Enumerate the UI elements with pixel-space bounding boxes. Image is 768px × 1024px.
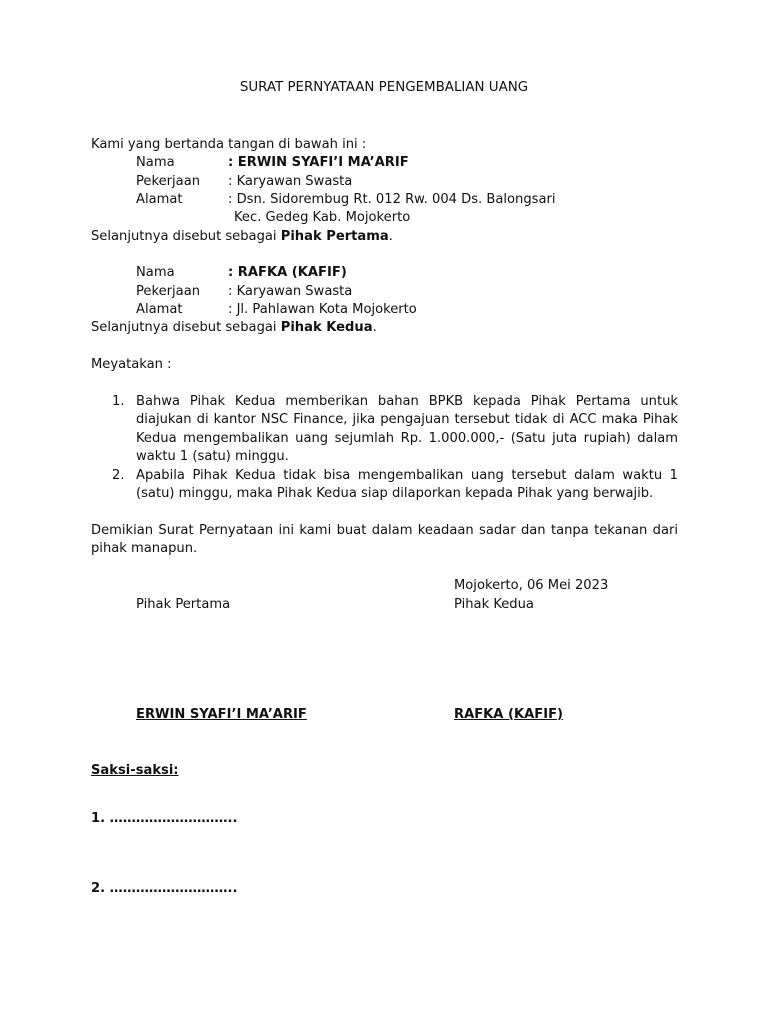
- party2-name-label: Nama: [136, 265, 175, 280]
- party1-job-label: Pekerjaan: [136, 174, 201, 189]
- designation-suffix: .: [388, 229, 393, 244]
- party1-name-value: : ERWIN SYAFI’I MA’ARIF: [228, 155, 409, 170]
- party1-name-label: Nama: [136, 155, 175, 170]
- designation-suffix: .: [372, 320, 377, 335]
- statement-heading: Meyatakan :: [91, 357, 172, 372]
- witness-heading: Saksi-saksi:: [91, 763, 179, 778]
- statement-number: 1.: [112, 394, 125, 409]
- document-title: SURAT PERNYATAAN PENGEMBALIAN UANG: [239, 80, 529, 95]
- closing-paragraph: Demikian Surat Pernyataan ini kami buat dalam keadaan sadar dan tanpa tekanan dari pihak manapun.: [91, 523, 678, 557]
- signature-right-name: RAFKA (KAFIF): [454, 707, 564, 722]
- statement-number: 2.: [112, 468, 125, 483]
- party2-job-value: : Karyawan Swasta: [228, 284, 353, 299]
- party1-address-line1: : Dsn. Sidorembug Rt. 012 Rw. 004 Ds. Balongsari: [228, 192, 556, 207]
- signature-right-role: Pihak Kedua: [454, 597, 534, 612]
- party1-address-line2: Kec. Gedeg Kab. Mojokerto: [234, 210, 411, 225]
- party1-address-label: Alamat: [136, 192, 183, 207]
- designation-name: Pihak Pertama: [280, 229, 389, 244]
- party2-designation: [91, 319, 377, 337]
- signature-left-role: Pihak Pertama: [136, 597, 231, 612]
- statement-text: Apabila Pihak Kedua tidak bisa mengembalikan uang tersebut dalam waktu 1 (satu) minggu, maka Pihak Kedua siap dilaporkan kepada Pihak yang berwajib.: [136, 468, 678, 502]
- place-date: Mojokerto, 06 Mei 2023: [454, 578, 609, 593]
- designation-prefix: Selanjutnya disebut sebagai: [91, 229, 281, 244]
- party2-address-line1: : Jl. Pahlawan Kota Mojokerto: [228, 302, 417, 317]
- designation-prefix: Selanjutnya disebut sebagai: [91, 320, 281, 335]
- intro-line: Kami yang bertanda tangan di bawah ini :: [91, 137, 367, 152]
- statement-text: Bahwa Pihak Kedua memberikan bahan BPKB kepada Pihak Pertama untuk diajukan di kantor NSC Finance, jika pengajuan tersebut tidak di ACC maka Pihak Kedua mengembalikan uang sejumlah Rp. 1.000.000,- (Satu juta rupiah) dalam waktu 1 (satu) minggu.: [136, 394, 678, 465]
- party1-designation: [91, 228, 393, 246]
- party2-address-label: Alamat: [136, 302, 183, 317]
- witness-line: 2. ………………………..: [91, 881, 238, 896]
- party2-name-value: : RAFKA (KAFIF): [228, 265, 347, 280]
- witness-line: 1. ………………………..: [91, 811, 238, 826]
- signature-left-name: ERWIN SYAFI’I MA’ARIF: [136, 707, 307, 722]
- party1-job-value: : Karyawan Swasta: [228, 174, 353, 189]
- party2-job-label: Pekerjaan: [136, 284, 201, 299]
- designation-name: Pihak Kedua: [280, 320, 373, 335]
